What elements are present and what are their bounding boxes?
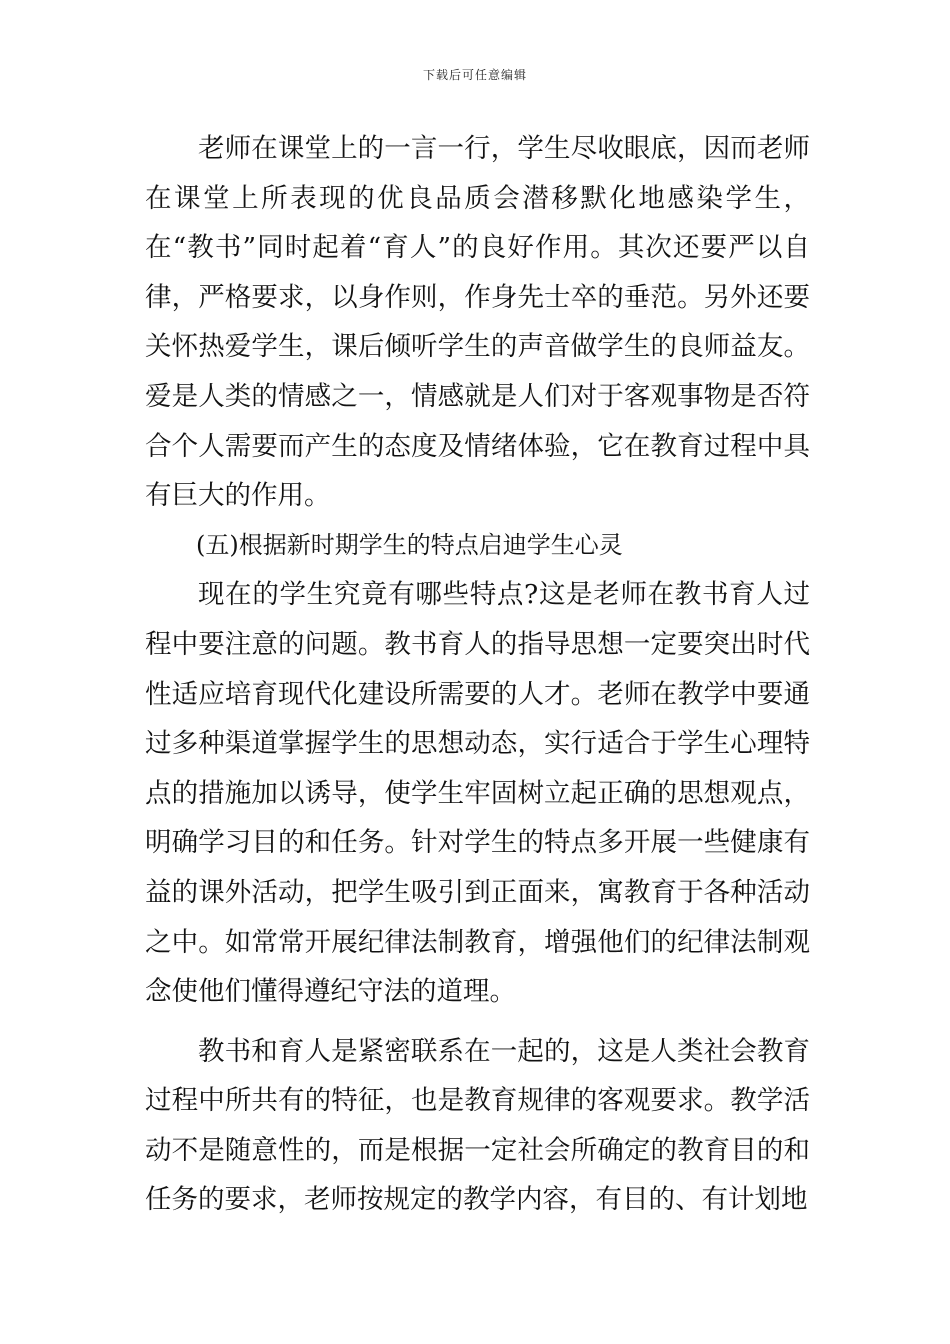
section-heading: (五)根据新时期学生的特点启迪学生心灵 xyxy=(196,530,623,559)
document-body xyxy=(145,124,810,1225)
paragraph-3: 教书和育人是紧密联系在一起的，这是人类社会教育过程中所共有的特征，也是教育规律的客观要求。教学活动不是随意性的，而是根据一定社会所确定的教育目的和任务的要求，老师按规定的教学内容，有目的、有计划地 xyxy=(145,1035,810,1216)
page-header: 下载后可任意编辑 xyxy=(422,68,527,82)
paragraph-2: 现在的学生究竟有哪些特点?这是老师在教书育人过程中要注意的问题。教书育人的指导思想一定要突出时代性适应培育现代化建设所需要的人才。老师在教学中要通过多种渠道掌握学生的思想动态，实行适合于学生心理特点的措施加以诱导，使学生牢固树立起正确的思想观点，明确学习目的和任务。针对学生的特点多开展一些健康有益的课外活动，把学生吸引到正面来，寓教育于各种活动之中。如常常开展纪律法制教育，增强他们的纪律法制观念使他们懂得遵纪守法的道理。 xyxy=(145,579,810,1008)
paragraph-1: 老师在课堂上的一言一行，学生尽收眼底，因而老师在课堂上所表现的优良品质会潜移默化地感染学生，在“教书”同时起着“育人”的良好作用。其次还要严以自律，严格要求，以身作则，作身先士卒的垂范。另外还要关怀热爱学生，课后倾听学生的声音做学生的良师益友。爱是人类的情感之一，情感就是人们对于客观事物是否符合个人需要而产生的态度及情绪体验，它在教育过程中具有巨大的作用。 xyxy=(145,133,810,512)
